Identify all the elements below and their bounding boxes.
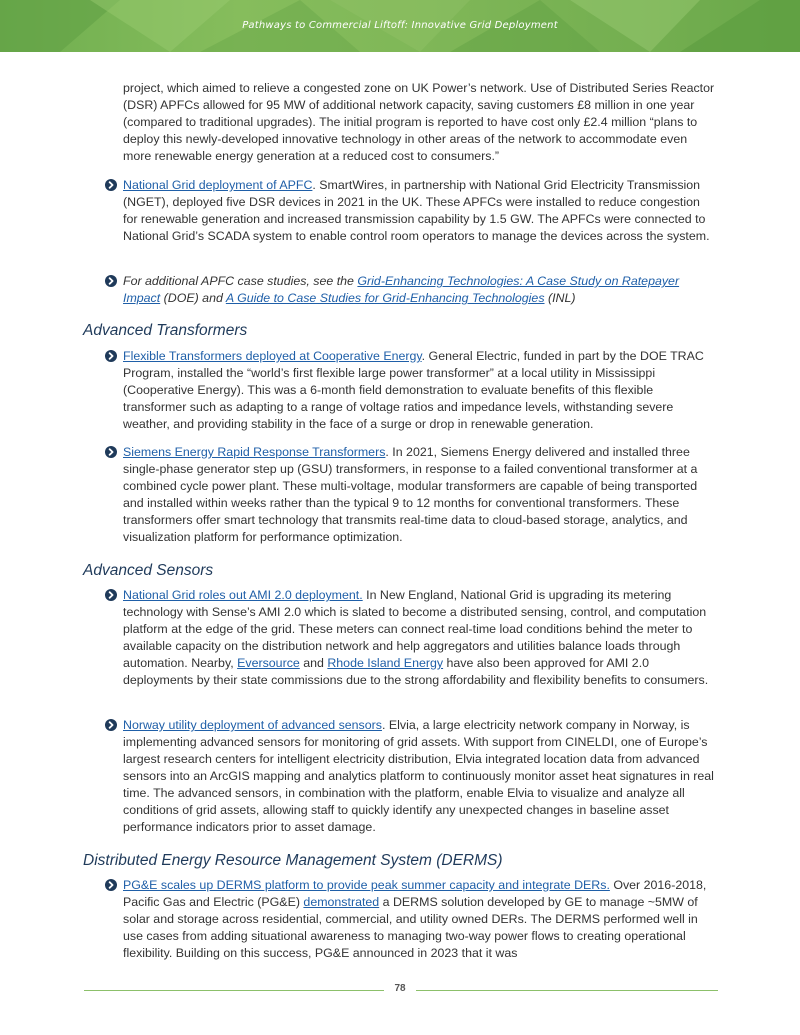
section-heading-derms: Distributed Energy Resource Management System (DERMS) (83, 852, 503, 869)
get-ratepayer-impact-link[interactable]: Grid-Enhancing Technologies: A Case Study on Ratepayer Impact (123, 274, 680, 305)
chevron-circle-icon (105, 589, 117, 601)
national-grid-apfc-text: . SmartWires, in partnership with National Grid Electricity Transmission (NGET), deployed five DSR devices in 2021 in the UK. These APFCs were installed to reduce congestion for renewable generation and increased transmission capability by 1.5 GW. The APFCs were connected to National Grid’s SCADA system to enable control room operators to manage the devices across the system. (123, 178, 710, 243)
bullet-text (123, 444, 717, 546)
siemens-transformers-link[interactable]: Siemens Energy Rapid Response Transformers (123, 445, 386, 459)
additional-suffix: (INL) (544, 291, 576, 305)
demonstrated-link[interactable]: demonstrated (303, 895, 380, 909)
siemens-transformers-text: . In 2021, Siemens Energy delivered and installed three single-phase generator step up (GSU) transformers, in response to a failed conventional transformer at a combined cycle power plant. These multi-voltage, modular transformers are capable of being transported and installed within weeks rather than the typical 9 to 12 months for conventional transformers. These transformers offer smart technology that transmits real-time data to cloud-based storage, analytics, and visualization platform for performance optimization. (123, 445, 698, 544)
ami-deployment-link[interactable]: National Grid roles out AMI 2.0 deployment. (123, 588, 363, 602)
bullet-text (123, 348, 717, 433)
get-case-studies-guide-link[interactable]: A Guide to Case Studies for Grid-Enhancing Technologies (225, 291, 545, 305)
bullet-text (123, 717, 717, 836)
chevron-circle-icon (105, 719, 117, 731)
header-title: Pathways to Commercial Liftoff: Innovative Grid Deployment (242, 20, 558, 31)
national-grid-apfc-link[interactable]: National Grid deployment of APFC (123, 178, 313, 192)
norway-sensors-link[interactable]: Norway utility deployment of advanced sensors (123, 718, 382, 732)
pge-text-2: a DERMS solution developed by GE to manage ~5MW of solar and storage across residential, commercial, and utility owned DERs. The DERMS performed well in use cases from adding situational awareness to managing two-way power flows to creating operational flexibility. Building on this success, PG&E announced in 2023 that it was (123, 895, 698, 960)
chevron-circle-icon (105, 879, 117, 891)
footer-divider-right (416, 990, 718, 991)
chevron-circle-icon (105, 446, 117, 458)
additional-mid: (DOE) and (160, 291, 226, 305)
page-number: 78 (394, 983, 406, 994)
chevron-circle-icon (105, 179, 117, 191)
ami-text-2: have also been approved for AMI 2.0 deployments by their state commissions due to the strong affordability and flexibility benefits to consumers. (123, 656, 709, 687)
pge-derms-link[interactable]: PG&E scales up DERMS platform to provide peak summer capacity and integrate DERs. (123, 878, 610, 892)
flexible-transformers-text: . General Electric, funded in part by the DOE TRAC Program, installed the “world’s first flexible large power transformer” at a local utility in Mississippi (Cooperative Energy). This was a 6-month field demonstration to evaluate benefits of this flexible transformer such as adapting to a range of voltage ratios and impedance levels, withstanding severe weather, and providing stability in the face of a surge or drop in renewable generation. (123, 349, 704, 431)
rhode-island-energy-link[interactable]: Rhode Island Energy (327, 656, 444, 670)
eversource-link[interactable]: Eversource (237, 656, 300, 670)
section-heading-transformers: Advanced Transformers (83, 322, 248, 339)
footer-divider-left (84, 990, 384, 991)
bullet-text (123, 877, 717, 962)
bullet-text (123, 177, 717, 245)
flexible-transformers-link[interactable]: Flexible Transformers deployed at Cooperative Energy (123, 349, 422, 363)
ami-text-1: In New England, National Grid is upgrading its metering technology with Sense’s AMI 2.0 which is slated to become a distributed sensing, control, and computation platform at the edge of the grid. These meters can connect real-time load conditions behind the meter to available capacity on the distribution network and help aggregators and utilities balance loads through automation. Nearby, (123, 588, 707, 670)
header-band (0, 0, 800, 52)
additional-prefix: For additional APFC case studies, see the (123, 274, 358, 288)
norway-sensors-text: . Elvia, a large electricity network company in Norway, is implementing advanced sensors for monitoring of grid assets. With support from CINELDI, one of Europe’s largest research centers for intelligent electricity distribution, Elvia integrated location data from advanced sensors into an ArcGIS mapping and analytics platform to continuously monitor asset heat signatures in real time. The advanced sensors, in combination with the platform, enable Elvia to visualize and analyze all conditions of grid assets, allowing staff to quickly identify any unexpected changes in baseline asset performance indicators prior to asset damage. (123, 718, 714, 834)
section-heading-sensors: Advanced Sensors (83, 562, 214, 579)
bullet-text (123, 273, 717, 307)
ami-and: and (299, 656, 328, 670)
bullet-text (123, 587, 717, 689)
intro-paragraph: project, which aimed to relieve a congested zone on UK Power’s network. Use of Distributed Series Reactor (DSR) APFCs allowed for 95 MW of additional network capacity, saving customers £8 million in one year (compared to traditional upgrades). The initial program is reported to have cost only £2.4 million “plans to deploy this newly-developed innovative technology in other areas of the network to accommodate even more renewable energy generation at a reduced cost to consumers.” (123, 81, 715, 163)
chevron-circle-icon (105, 275, 117, 287)
pge-text-1: Over 2016-2018, Pacific Gas and Electric (PG&E) (123, 878, 707, 909)
chevron-circle-icon (105, 350, 117, 362)
